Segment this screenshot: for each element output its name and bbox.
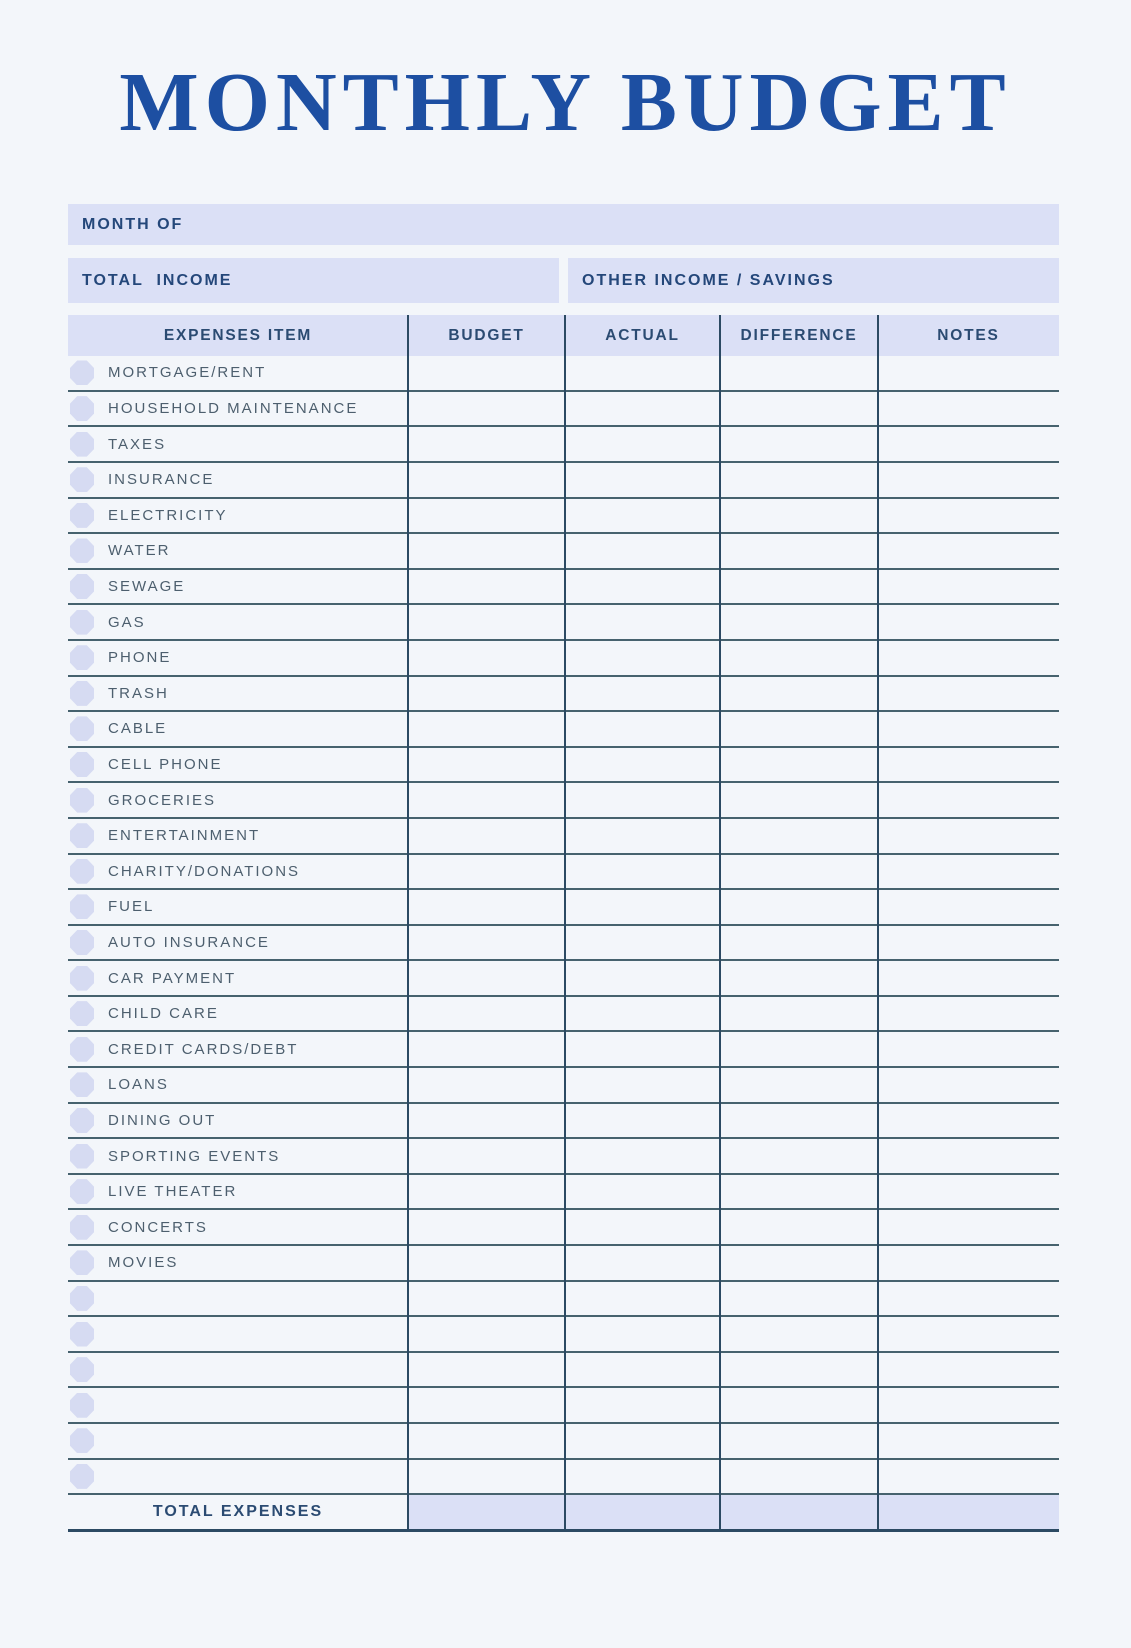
octagon-bullet-icon [70, 396, 94, 421]
notes-cell[interactable] [878, 570, 1059, 604]
notes-cell[interactable] [878, 1068, 1059, 1102]
budget-cell[interactable] [408, 855, 565, 889]
octagon-bullet-icon [70, 1286, 94, 1311]
expense-item-label: PHONE [108, 649, 172, 667]
difference-cell[interactable] [720, 1175, 878, 1209]
octagon-bullet-icon [70, 1322, 94, 1347]
budget-cell[interactable] [408, 1210, 565, 1244]
notes-cell[interactable] [878, 1175, 1059, 1209]
difference-cell[interactable] [720, 356, 878, 390]
total-income-label: TOTAL INCOME [82, 271, 233, 289]
expense-item-label: GROCERIES [108, 791, 217, 809]
notes-cell[interactable] [878, 356, 1059, 390]
actual-cell[interactable] [565, 1032, 720, 1066]
actual-cell[interactable] [565, 961, 720, 995]
budget-cell[interactable] [408, 1388, 565, 1422]
actual-cell[interactable] [565, 499, 720, 533]
budget-cell[interactable] [408, 1139, 565, 1173]
budget-cell[interactable] [408, 1317, 565, 1351]
notes-cell[interactable] [878, 1282, 1059, 1316]
budget-cell[interactable] [408, 1068, 565, 1102]
notes-cell[interactable] [878, 1353, 1059, 1387]
octagon-bullet-icon [70, 716, 94, 741]
expense-item-label: WATER [108, 542, 171, 560]
expense-item-cell [68, 1460, 408, 1494]
notes-cell[interactable] [878, 890, 1059, 924]
expense-item-cell [68, 748, 408, 782]
octagon-bullet-icon [70, 467, 94, 492]
actual-cell[interactable] [565, 926, 720, 960]
notes-cell[interactable] [878, 748, 1059, 782]
expense-item-cell [68, 1210, 408, 1244]
actual-cell[interactable] [565, 1246, 720, 1280]
header-difference: DIFFERENCE [740, 326, 858, 344]
octagon-bullet-icon [70, 574, 94, 599]
difference-cell[interactable] [720, 926, 878, 960]
expense-item-cell [68, 890, 408, 924]
expense-item-cell [68, 1246, 408, 1280]
difference-cell[interactable] [720, 570, 878, 604]
difference-cell[interactable] [720, 1068, 878, 1102]
budget-cell[interactable] [408, 890, 565, 924]
expense-item-label: INSURANCE [108, 471, 215, 489]
expense-item-cell [68, 997, 408, 1031]
notes-cell[interactable] [878, 427, 1059, 461]
header-budget: BUDGET [448, 326, 525, 344]
octagon-bullet-icon [70, 1037, 94, 1062]
difference-cell[interactable] [720, 427, 878, 461]
expense-item-label: CELL PHONE [108, 756, 223, 774]
header-notes: NOTES [937, 326, 1000, 344]
expense-item-cell [68, 1068, 408, 1102]
budget-cell[interactable] [408, 1246, 565, 1280]
budget-cell[interactable] [408, 641, 565, 675]
notes-cell[interactable] [878, 1246, 1059, 1280]
budget-cell[interactable] [408, 356, 565, 390]
expense-item-label: LOANS [108, 1076, 169, 1094]
expense-item-label: CREDIT CARDS/DEBT [108, 1040, 299, 1058]
expense-item-label: CONCERTS [108, 1218, 208, 1236]
difference-cell[interactable] [720, 1210, 878, 1244]
expense-item-cell [68, 1175, 408, 1209]
difference-cell[interactable] [720, 677, 878, 711]
octagon-bullet-icon [70, 1215, 94, 1240]
month-of-field[interactable] [68, 204, 1059, 245]
octagon-bullet-icon [70, 1357, 94, 1382]
expense-item-cell [68, 1424, 408, 1458]
actual-cell[interactable] [565, 677, 720, 711]
octagon-bullet-icon [70, 1250, 94, 1275]
total-expenses-label-cell [68, 1495, 408, 1529]
expense-item-cell [68, 961, 408, 995]
expense-item-cell [68, 1353, 408, 1387]
expense-item-cell [68, 1317, 408, 1351]
difference-cell[interactable] [720, 1104, 878, 1138]
difference-cell[interactable] [720, 1246, 878, 1280]
other-income-savings-field[interactable] [568, 258, 1059, 303]
notes-cell[interactable] [878, 392, 1059, 426]
difference-cell[interactable] [720, 783, 878, 817]
expense-item-label: CAR PAYMENT [108, 969, 237, 987]
expense-item-cell [68, 926, 408, 960]
budget-cell[interactable] [408, 783, 565, 817]
notes-cell[interactable] [878, 1139, 1059, 1173]
expense-item-label: HOUSEHOLD MAINTENANCE [108, 400, 359, 418]
expense-item-label: GAS [108, 613, 146, 631]
actual-cell[interactable] [565, 534, 720, 568]
octagon-bullet-icon [70, 432, 94, 457]
actual-cell[interactable] [565, 855, 720, 889]
month-of-label: MONTH OF [82, 215, 184, 233]
budget-cell[interactable] [408, 1032, 565, 1066]
expense-item-label: LIVE THEATER [108, 1183, 238, 1201]
actual-cell[interactable] [565, 463, 720, 497]
actual-cell[interactable] [565, 1282, 720, 1316]
budget-cell[interactable] [408, 499, 565, 533]
budget-cell[interactable] [408, 427, 565, 461]
octagon-bullet-icon [70, 1072, 94, 1097]
budget-cell[interactable] [408, 463, 565, 497]
expense-item-label: SEWAGE [108, 578, 186, 596]
difference-cell[interactable] [720, 855, 878, 889]
notes-cell[interactable] [878, 499, 1059, 533]
expense-item-cell [68, 677, 408, 711]
octagon-bullet-icon [70, 752, 94, 777]
expense-item-cell [68, 1282, 408, 1316]
notes-cell[interactable] [878, 783, 1059, 817]
notes-cell[interactable] [878, 534, 1059, 568]
total-actual-cell[interactable] [565, 1495, 720, 1529]
octagon-bullet-icon [70, 1464, 94, 1489]
budget-cell[interactable] [408, 926, 565, 960]
notes-cell[interactable] [878, 1424, 1059, 1458]
budget-cell[interactable] [408, 1282, 565, 1316]
actual-cell[interactable] [565, 748, 720, 782]
difference-cell[interactable] [720, 1424, 878, 1458]
difference-cell[interactable] [720, 1139, 878, 1173]
header-actual: ACTUAL [605, 326, 680, 344]
actual-cell[interactable] [565, 356, 720, 390]
budget-cell[interactable] [408, 1460, 565, 1494]
expense-item-cell [68, 1032, 408, 1066]
budget-cell[interactable] [408, 712, 565, 746]
notes-cell[interactable] [878, 1317, 1059, 1351]
actual-cell[interactable] [565, 605, 720, 639]
budget-cell[interactable] [408, 997, 565, 1031]
octagon-bullet-icon [70, 966, 94, 991]
actual-cell[interactable] [565, 1317, 720, 1351]
header-expenses-item: EXPENSES ITEM [163, 326, 313, 344]
expense-item-cell [68, 534, 408, 568]
budget-cell[interactable] [408, 748, 565, 782]
expense-item-label: CHILD CARE [108, 1005, 219, 1023]
difference-cell[interactable] [720, 463, 878, 497]
difference-cell[interactable] [720, 1460, 878, 1494]
difference-cell[interactable] [720, 890, 878, 924]
difference-cell[interactable] [720, 392, 878, 426]
column-divider [719, 315, 721, 1532]
octagon-bullet-icon [70, 645, 94, 670]
difference-cell[interactable] [720, 961, 878, 995]
expense-item-label: CABLE [108, 720, 168, 738]
budget-cell[interactable] [408, 392, 565, 426]
difference-cell[interactable] [720, 499, 878, 533]
octagon-bullet-icon [70, 788, 94, 813]
expense-item-label: AUTO INSURANCE [108, 933, 270, 951]
actual-cell[interactable] [565, 1388, 720, 1422]
expense-item-label: MOVIES [108, 1254, 179, 1272]
expense-item-label: TRASH [108, 684, 169, 702]
expense-item-label: ENTERTAINMENT [108, 827, 261, 845]
notes-cell[interactable] [878, 1460, 1059, 1494]
octagon-bullet-icon [70, 1108, 94, 1133]
actual-cell[interactable] [565, 712, 720, 746]
budget-cell[interactable] [408, 534, 565, 568]
expense-item-label: MORTGAGE/RENT [108, 364, 267, 382]
octagon-bullet-icon [70, 503, 94, 528]
difference-cell[interactable] [720, 641, 878, 675]
actual-cell[interactable] [565, 1210, 720, 1244]
column-divider [407, 315, 409, 1532]
expenses-table [68, 315, 1059, 1532]
actual-cell[interactable] [565, 1068, 720, 1102]
octagon-bullet-icon [70, 360, 94, 385]
octagon-bullet-icon [70, 823, 94, 848]
actual-cell[interactable] [565, 997, 720, 1031]
difference-cell[interactable] [720, 1032, 878, 1066]
income-fields-row [68, 258, 1059, 303]
octagon-bullet-icon [70, 1001, 94, 1026]
octagon-bullet-icon [70, 859, 94, 884]
expense-item-cell [68, 783, 408, 817]
octagon-bullet-icon [70, 610, 94, 635]
actual-cell[interactable] [565, 427, 720, 461]
actual-cell[interactable] [565, 641, 720, 675]
expense-item-label: DINING OUT [108, 1111, 217, 1129]
expense-item-cell [68, 392, 408, 426]
expense-item-cell [68, 427, 408, 461]
budget-cell[interactable] [408, 961, 565, 995]
actual-cell[interactable] [565, 890, 720, 924]
expense-item-label: TAXES [108, 435, 167, 453]
column-divider [877, 315, 879, 1532]
notes-cell[interactable] [878, 1032, 1059, 1066]
expense-item-cell [68, 1388, 408, 1422]
notes-cell[interactable] [878, 997, 1059, 1031]
notes-cell[interactable] [878, 961, 1059, 995]
difference-cell[interactable] [720, 997, 878, 1031]
difference-cell[interactable] [720, 1353, 878, 1387]
octagon-bullet-icon [70, 894, 94, 919]
expense-item-cell [68, 499, 408, 533]
actual-cell[interactable] [565, 1175, 720, 1209]
difference-cell[interactable] [720, 1388, 878, 1422]
octagon-bullet-icon [70, 538, 94, 563]
octagon-bullet-icon [70, 1428, 94, 1453]
expense-item-label: FUEL [108, 898, 155, 916]
actual-cell[interactable] [565, 392, 720, 426]
actual-cell[interactable] [565, 570, 720, 604]
expense-item-cell [68, 1139, 408, 1173]
total-income-field[interactable] [68, 258, 559, 303]
difference-cell[interactable] [720, 819, 878, 853]
notes-cell[interactable] [878, 1104, 1059, 1138]
difference-cell[interactable] [720, 748, 878, 782]
total-budget-cell[interactable] [408, 1495, 565, 1529]
expense-item-label: ELECTRICITY [108, 506, 228, 524]
octagon-bullet-icon [70, 1144, 94, 1169]
budget-cell[interactable] [408, 1175, 565, 1209]
budget-cell[interactable] [408, 605, 565, 639]
notes-cell[interactable] [878, 605, 1059, 639]
notes-cell[interactable] [878, 641, 1059, 675]
expense-item-cell [68, 855, 408, 889]
total-expenses-label: TOTAL EXPENSES [152, 1503, 324, 1521]
octagon-bullet-icon [70, 1179, 94, 1204]
budget-sheet [68, 204, 1059, 1532]
octagon-bullet-icon [70, 930, 94, 955]
expense-item-label: SPORTING EVENTS [108, 1147, 281, 1165]
expense-item-cell [68, 356, 408, 390]
expense-item-cell [68, 463, 408, 497]
notes-cell[interactable] [878, 463, 1059, 497]
budget-cell[interactable] [408, 570, 565, 604]
other-income-savings-label: OTHER INCOME / SAVINGS [582, 271, 835, 289]
actual-cell[interactable] [565, 1353, 720, 1387]
actual-cell[interactable] [565, 783, 720, 817]
difference-cell[interactable] [720, 1282, 878, 1316]
actual-cell[interactable] [565, 1139, 720, 1173]
notes-cell[interactable] [878, 1210, 1059, 1244]
difference-cell[interactable] [720, 534, 878, 568]
page-title: MONTHLY BUDGET [119, 56, 1012, 149]
budget-cell[interactable] [408, 1104, 565, 1138]
expense-item-cell [68, 1104, 408, 1138]
expense-item-cell [68, 819, 408, 853]
difference-cell[interactable] [720, 712, 878, 746]
difference-cell[interactable] [720, 605, 878, 639]
actual-cell[interactable] [565, 1104, 720, 1138]
budget-cell[interactable] [408, 1353, 565, 1387]
column-divider [564, 315, 566, 1532]
expense-item-cell [68, 605, 408, 639]
notes-cell[interactable] [878, 819, 1059, 853]
notes-cell[interactable] [878, 855, 1059, 889]
actual-cell[interactable] [565, 819, 720, 853]
expense-item-cell [68, 712, 408, 746]
actual-cell[interactable] [565, 1460, 720, 1494]
notes-cell[interactable] [878, 712, 1059, 746]
difference-cell[interactable] [720, 1317, 878, 1351]
budget-cell[interactable] [408, 819, 565, 853]
total-difference-cell[interactable] [720, 1495, 878, 1529]
octagon-bullet-icon [70, 681, 94, 706]
actual-cell[interactable] [565, 1424, 720, 1458]
expense-item-cell [68, 570, 408, 604]
expense-item-label: CHARITY/DONATIONS [108, 862, 301, 880]
notes-cell[interactable] [878, 677, 1059, 711]
total-notes-cell[interactable] [878, 1495, 1059, 1529]
expense-item-cell [68, 641, 408, 675]
notes-cell[interactable] [878, 1388, 1059, 1422]
budget-cell[interactable] [408, 1424, 565, 1458]
notes-cell[interactable] [878, 926, 1059, 960]
octagon-bullet-icon [70, 1393, 94, 1418]
budget-cell[interactable] [408, 677, 565, 711]
